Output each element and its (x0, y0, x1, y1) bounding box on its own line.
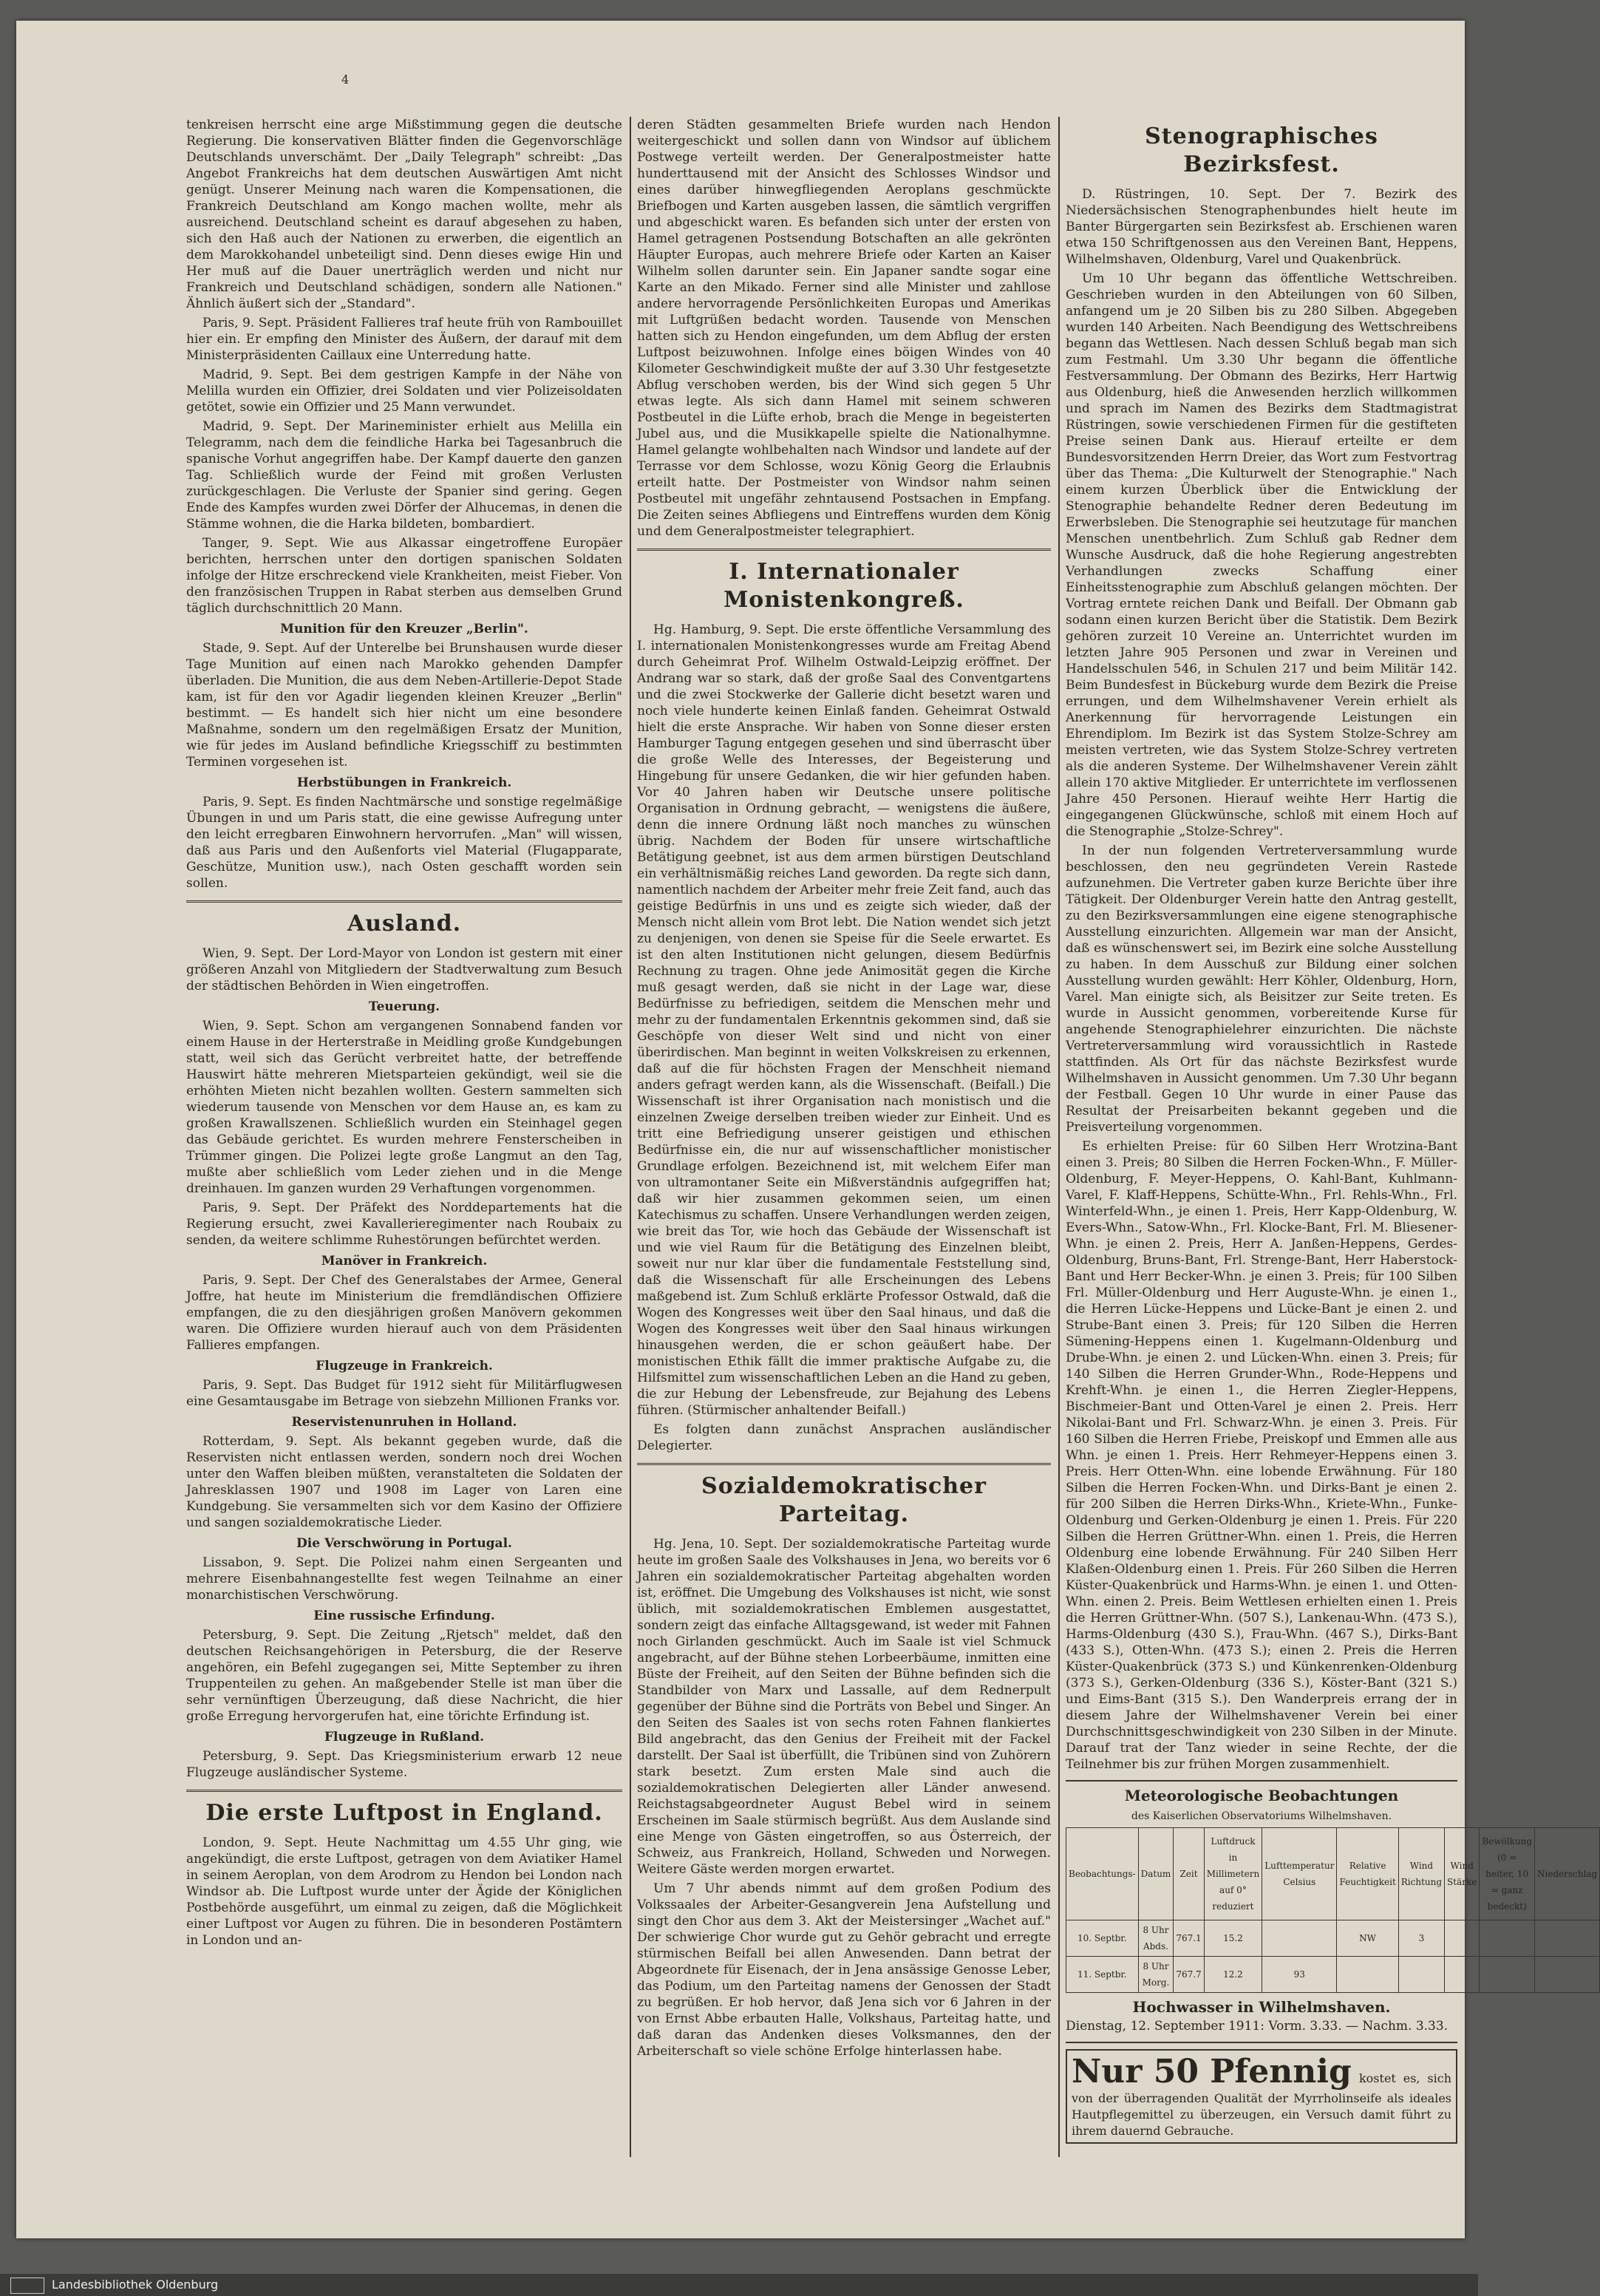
table-cell: 10. Septbr. (1066, 1920, 1139, 1957)
paragraph: Hg. Jena, 10. Sept. Der sozialdemokratische Parteitag wurde heute im großen Saale des Volkshauses in Jena, wo bereits vor 6 Jahren ein sozialdemokratischer Parteitag abgehalten worden ist, eröffnet. Die Umgebung des Volkshauses ist nicht, wie sonst üblich, mit sozialdemokratischen Emblemen ausgestattet, sondern zeigt das einfache Alltagsgewand, ist weder mit Fahnen noch Girlanden geschmückt. Auch im Saale ist viel Schmuck angebracht, auf der Bühne stehen Lorbeerbäume, inmitten eine Büste der Freiheit, auf den Seiten der Bühne befinden sich die Standbilder von Marx und Lassalle, auf dem Rednerpult gegenüber der Bühne sind die Porträts von Bebel und Singer. An den Seiten des Saales ist von sechs roten Fahnen flankiertes Bild angebracht, das den Genius der Freiheit mit der Fackel darstellt. Der Saal ist überfüllt, die Tribünen sind von Zuhörern stark besetzt. Zum ersten Male sind auch die sozialdemokratischen Delegierten aller Länder anwesend. Reichstagsabgeordneter August Bebel wird in seinem Erscheinen im Saale stürmisch begrüßt. Aus dem Auslande sind eine Menge von Gästen eingetroffen, so aus Österreich, der Schweiz, aus Frankreich, Holland, Schweden und Norwegen. Weitere Gäste werden morgen erwartet. (637, 1537, 1051, 1877)
table-cell (1398, 1957, 1444, 1993)
paragraph: Madrid, 9. Sept. Der Marineminister erhielt aus Melilla ein Telegramm, nach dem die feindliche Harka bei Tagesanbruch die spanische Vorhut angegriffen habe. Der Kampf dauerte den ganzen Tag. Schließlich wurde der Feind mit großen Verlusten zurückgeschlagen. Die Verluste der Spanier sind gering. Gegen Ende des Kampfes wurden zwei Dörfer der Alhucemas, in denen die Stämme wohnen, die die Harka bildeten, bombardiert. (186, 419, 622, 531)
tide-line: Dienstag, 12. September 1911: Vorm. 3.33. — Nachm. 3.33. (1066, 2019, 1448, 2034)
paragraph: Um 10 Uhr begann das öffentliche Wettschreiben. Geschrieben wurden in den Abteilungen von 60 Silben, anfangend um je 20 Silben bis zu 280 Silben. Abgegeben wurden 140 Arbeiten. Nach Beendigung des Wettschreibens begann das Wettlesen. Nach dessen Schluß begab man sich zum Festmahl. Um 3.30 Uhr begann die öffentliche Festversammlung. Der Obmann des Bezirks, Herr Hartwig aus Oldenburg, hieß die Anwesenden herzlich willkommen und sprach im Namen des Bezirks dem Stadtmagistrat Rüstringen, sowie verschiedenen Firmen für die gestifteten Preise seinen Dank aus. Hierauf erteilte er dem Bundesvorsitzenden Herrn Dreier, das Wort zum Festvortrag über das Thema: „Die Kulturwelt der Stenographie." Nach einem kurzen Überblick über die Entwicklung der Stenographie behandelte Redner deren Bedeutung im Erwerbsleben. Die Stenographie sei heutzutage für manchen Menschen unentbehrlich. Zum Schluß gab Redner dem Wunsche Ausdruck, daß die hohe Regierung angestrebten Verhandlungen zwecks Schaffung einer Einheitsstenographie zum Abschluß gelangen möchten. Der Vortrag erntete reichen Dank und Beifall. Der Obmann gab sodann einen kurzen Bericht über die Statistik. Dem Bezirk gehören zurzeit 10 Vereine an. Unterrichtet wurden im letzten Jahre 905 Personen und zwar in Vereinen und Handelsschulen 546, in Schulen 217 und beim Militär 142. Beim Bundesfest in Bückeburg wurde dem Bezirk die Preise errungen, und dem Wilhelmshavener Verein erhielt als Anerkennung für hervorragende Leistungen ein Ehrendiplom. Im Bezirk ist das System Stolze-Schrey am meisten vertreten, wie das System Stolze-Schrey vertreten als die anderen Systeme. Der Wilhelmshavener Verein zählt allein 170 aktive Mitglieder. Er unterrichtete im verflossenen Jahre 450 Personen. Hierauf weihte Herr Hartig die eingegangenen Glückwünsche, schloß mit einem Hoch auf die Stenographie „Stolze-Schrey". (1066, 271, 1457, 839)
weather-col: Datum (1138, 1828, 1174, 1920)
weather-col: Beobachtungs- (1066, 1828, 1139, 1920)
weather-col: Luftdruck in Millimetern auf 0° reduziert (1204, 1828, 1262, 1920)
paragraph: Tanger, 9. Sept. Wie aus Alkassar eingetroffene Europäer berichten, herrschen unter den dortigen spanischen Soldaten infolge der Hitze erschreckend viele Krankheiten, meist Fieber. Von den französischen Truppen in Rabat sterben aus demselben Grund täglich durchschnittlich 20 Mann. (186, 536, 622, 616)
weather-subtitle: des Kaiserlichen Observatoriums Wilhelmshaven. (1131, 1810, 1392, 1822)
weather-col: Bewölkung (0 = heiter, 10 = ganz bedeckt) (1480, 1828, 1535, 1920)
section-heading: I. Internationaler Monistenkongreß. (724, 559, 964, 613)
paragraph: Paris, 9. Sept. Der Chef des Generalstabes der Armee, General Joffre, hat heute im Ministerium die fremdländischen Offiziere empfangen, die zu den diesjährigen großen Manövern gekommen waren. Die Offiziere wurden hierauf auch von dem Präsidenten Fallieres empfangen. (186, 1273, 622, 1353)
paragraph: Stade, 9. Sept. Auf der Unterelbe bei Brunshausen wurde dieser Tage Munition auf einen nach Marokko gehenden Dampfer überladen. Die Munition, die aus dem Neben-Artillerie-Depot Stade kam, ist für den vor Agadir liegenden kleinen Kreuzer „Berlin" bestimmt. — Es handelt sich hier nicht um eine besondere Maßnahme, sondern um den regelmäßigen Ersatz der Munition, wie für jedes im Ausland befindliche Kriegsschiff zu bestimmten Terminen vorgesehen ist. (186, 641, 622, 770)
table-cell: 767.1 (1174, 1920, 1204, 1957)
table-cell (1262, 1920, 1337, 1957)
paragraph: Es erhielten Preise: für 60 Silben Herr Wrotzina-Bant einen 3. Preis; 80 Silben die Herren Focken-Whn., F. Müller-Oldenburg, F. Meyer-Heppens, O. Kahl-Bant, Kuhlmann-Varel, F. Klaff-Heppens, Schütte-Whn., Frl. Rehls-Whn., Frl. Winterfeld-Whn., je einen 1. Preis, Herr Kapp-Oldenburg, W. Evers-Whn., Satow-Whn., Frl. Klocke-Bant, Frl. M. Bliesener-Whn. je einen 2. Preis, Herr A. Janßen-Heppens, Gerdes-Oldenburg, Bruns-Bant, Frl. Strenge-Bant, Herr Haberstock-Bant und Herr Becker-Whn. je einen 3. Preis; für 100 Silben Frl. Müller-Oldenburg und Herr Auguste-Whn. je einen 1., die Herren Lücke-Heppens und Lücke-Bant je einen 2. und Strube-Bant einen 3. Preis; für 120 Silben die Herren Sümening-Heppens einen 1. Kugelmann-Oldenburg und Drube-Whn. je einen 2. und Lücken-Whn. einen 3. Preis; für 140 Silben die Herren Grunder-Whn., Rode-Heppens und Krehft-Whn. je einen 1., die Herren Ziegler-Heppens, Bischmeier-Bant und Otten-Varel je einen 2. Preis. Herr Nikolai-Bant und Frl. Schwarz-Whn. je einen 3. Preis. Für 160 Silben die Herren Friebe, Preiskopf und Emmen alle aus Whn. je einen 1. Preis. Herr Rehmeyer-Heppens einen 3. Preis. Herr Otten-Whn. eine lobende Erwähnung. Für 180 Silben die Herren Focken-Whn. und Dirks-Bant je einen 2. für 200 Silben die Herren Dirks-Whn., Kriete-Whn., Funke-Oldenburg und Gerken-Oldenburg je einen 1. Preis. Für 220 Silben die Herren Grüttner-Whn. einen 1. Preis, die Herren Oldenburg eine lobende Erwähnung. Für 240 Silben Herr Klaßen-Oldenburg einen 1. Preis. Für 260 Silben die Herren Küster-Quakenbrück und Harms-Whn. je einen 1. und Otten-Whn. einen 2. Preis. Beim Wettlesen erhielten einen 1. Preis die Herren Grüttner-Whn. (507 S.), Lankenau-Whn. (473 S.), Harms-Oldenburg (430 S.), Frau-Whn. (467 S.), Dirks-Bant (433 S.), Otten-Whn. (473 S.); einen 2. Preis die Herren Küster-Quakenbrück (373 S.) und Künkenrenken-Oldenburg (373 S.), Gerken-Oldenburg (336 S.), Köster-Bant (321 S.) und Eims-Bant (315 S.). Den Wanderpreis errang der in diesem Jahre der Wilhelmshavener Verein bei einer Durchschnittsgeschwindigkeit von 230 Silben in der Minute. Darauf trat der Tanz wieder in seine Rechte, der die Teilnehmer bis zur frühen Morgen zusammenhielt. (1066, 1139, 1457, 1772)
table-row (1066, 1957, 1600, 1993)
ad-text: kostet es, sich von der überragenden Qualität der Myrrholinseife als ideales Hautpflegemittel zu überzeugen, ein Versuch damit führt zu ihrem dauernd Gebrauche. (1072, 2071, 1452, 2138)
weather-col: Wind Richtung (1398, 1828, 1444, 1920)
ad-headline: Nur 50 Pfennig (1072, 2053, 1352, 2090)
subheading: Herbstübungen in Frankreich. (296, 775, 512, 790)
section-heading: Stenographisches Bezirksfest. (1145, 123, 1378, 177)
column-rule (630, 117, 631, 2157)
library-logo-icon (10, 2278, 44, 2294)
divider (637, 1463, 1051, 1465)
table-cell (1535, 1957, 1600, 1993)
paragraph: Paris, 9. Sept. Das Budget für 1912 sieht für Militärflugwesen eine Gesamtausgabe im Betrage von siebzehn Millionen Franks vor. (186, 1378, 622, 1409)
tide-title: Hochwasser in Wilhelmshaven. (1132, 1998, 1391, 2016)
table-cell: 3 (1398, 1920, 1444, 1957)
paragraph: Madrid, 9. Sept. Bei dem gestrigen Kampfe in der Nähe von Melilla wurden ein Offizier, drei Soldaten und vier Polizeisoldaten getötet, sowie ein Offizier und 25 Mann verwundet. (186, 367, 622, 415)
table-cell (1535, 1920, 1600, 1957)
table-cell: 12.2 (1204, 1957, 1262, 1993)
paragraph: deren Städten gesammelten Briefe wurden nach Hendon weitergeschickt und sollen dann von Windsor auf üblichem Postwege verteilt werden. Der Generalpostmeister hatte hunderttausend mit der Ansicht des Schlosses Windsor und eines darüber hinwegfliegenden Aeroplans geschmückte Briefbogen und Karten ausgeben lassen, die sämtlich vergriffen und abgeschickt waren. Es befanden sich unter der ersten von Hamel getragenen Postsendung Botschaften an alle gekrönten Häupter Europas, auch mehrere Briefe oder Karten an Kaiser Wilhelm sollen darunter sein. Ein Japaner sandte sogar eine Karte an den Mikado. Ferner sind alle Minister und zahllose andere hervorragende Persönlichkeiten Europas und Amerikas mit Luftgrüßen bedacht worden. Tausende von Menschen hatten sich zu Hendon eingefunden, um dem Abflug der ersten Luftpost beizuwohnen. Infolge eines böigen Windes von 40 Kilometer Geschwindigkeit mußte der auf 3.30 Uhr festgesetzte Abflug verschoben werden, bis der Wind sich gegen 5 Uhr etwas legte. Als sich dann Hamel mit seinem schweren Postbeutel in die Lüfte erhob, brach die Menge in begeisterten Jubel aus, und die Musikkapelle spielte die Nationalhymne. Hamel gelangte wohlbehalten nach Windsor und landete auf der Terrasse vor dem Schlosse, wozu König Georg die Erlaubnis erteilt hatte. Der Postmeister von Windsor nahm seinen Postbeutel mit ungefähr zehntausend Postsachen in Empfang. Die Zeiten seines Abfliegens und Eintreffens wurden dem König und dem Generalpostmeister telegraphiert. (637, 118, 1051, 539)
weather-col: Lufttemperatur Celsius (1262, 1828, 1337, 1920)
subheading: Teuerung. (368, 999, 440, 1014)
paragraph: Petersburg, 9. Sept. Das Kriegsministerium erwarb 12 neue Flugzeuge ausländischer Systeme. (186, 1749, 622, 1780)
weather-col: Niederschlag (1535, 1828, 1600, 1920)
paragraph: tenkreisen herrscht eine arge Mißstimmung gegen die deutsche Regierung. Die konservativen Blätter finden die Gegenvorschläge Deutschlands unverschämt. Der „Daily Telegraph" schreibt: „Das Angebot Frankreichs hat dem deutschen Auswärtigen Amt nicht genügt. Unserer Meinung nach waren die Kompensationen, die Frankreich Deutschland am Kongo machen wollte, mehr als ausreichend. Deutschland scheint es darauf abgesehen zu haben, sich den Haß auch der Nationen zu erwerben, die eigentlich an dem Marokkohandel unbeteiligt sind. Denn dieses ewige Hin und Her muß auf die Dauer unerträglich werden und nicht nur Frankreich und Deutschland schädigen, sondern alle Nationen." Ähnlich äußert sich der „Standard". (186, 118, 622, 311)
subheading: Reservistenunruhen in Holland. (291, 1415, 517, 1430)
paragraph: London, 9. Sept. Heute Nachmittag um 4.55 Uhr ging, wie angekündigt, die erste Luftpost, getragen von dem Aviatiker Hamel in seinem Aeroplan, von dem Arodrom zu Hendon bei London nach Windsor ab. Die Luftpost wurde unter der Ägide der Königlichen Postbehörde ausgeführt, um einmal zu zeigen, daß die Möglichkeit einer Luftpost vor Augen zu führen. Die in besonderen Postämtern in London und an- (186, 1835, 622, 1948)
table-cell (1480, 1957, 1535, 1993)
paragraph: Paris, 9. Sept. Es finden Nachtmärsche und sonstige regelmäßige Übungen in und um Paris statt, die eine gewisse Aufregung unter den leicht erregbaren Einwohnern hervorrufen. „Man" will wissen, daß aus Paris und den Außenforts viel Material (Flugapparate, Geschütze, Munition usw.), nach Osten geschafft worden sein sollen. (186, 795, 622, 891)
footer-bar (0, 2274, 1478, 2296)
subheading: Eine russische Erfindung. (313, 1609, 495, 1623)
section-heading: Sozialdemokratischer Parteitag. (701, 1473, 987, 1527)
weather-col: Relative Feuchtigkeit (1337, 1828, 1398, 1920)
table-cell: NW (1337, 1920, 1398, 1957)
paragraph: In der nun folgenden Vertreterversammlung wurde beschlossen, den neu gegründeten Verein Rastede aufzunehmen. Die Vertreter gaben kurze Berichte über ihre Tätigkeit. Der Oldenburger Verein hatte den Antrag gestellt, zu den Bezirksversammlungen eine eigene stenographische Ausstellung einzurichten. Allgemein war man der Ansicht, daß es wünschenswert sei, im Bezirk eine solche Ausstellung zu haben. In dem Ausschuß zur Bildung einer solchen Ausstellung wurden gewählt: Herr Köhler, Oldenburg, Horn, Varel. Man einigte sich, als Beisitzer zur Seite treten. Es wurde in Aussicht genommen, vorbereitende Kurse für angehende Stenographielehrer einzurichten. Die nächste Vertreterversammlung wird voraussichtlich in Rastede stattfinden. Als Ort für das nächste Bezirksfest wurde Wilhelmshaven in Aussicht genommen. Um 7.30 Uhr begann der Festball. Gegen 10 Uhr wurde in einer Pause das Resultat der Preisarbeiten bekannt gegeben und die Preisverteilung vorgenommen. (1066, 843, 1457, 1135)
column-2 (637, 117, 1051, 2062)
paragraph: Petersburg, 9. Sept. Die Zeitung „Rjetsch" meldet, daß den deutschen Reichsangehörigen in Petersburg, die der Reserve angehören, ein Befehl zugegangen sei, Mitte September zu ihren Truppenteilen zu gehen. An maßgebender Stelle ist man über die sehr vernünftigen Überzeugung, daß diese Nachricht, die hier große Erregung hervorgerufen hat, eine törichte Erfindung ist. (186, 1628, 622, 1724)
paragraph: Wien, 9. Sept. Der Lord-Mayor von London ist gestern mit einer größeren Anzahl von Mitgliedern der Stadtverwaltung zum Besuch der städtischen Behörden in Wien eingetroffen. (186, 946, 622, 994)
paragraph: Lissabon, 9. Sept. Die Polizei nahm einen Sergeanten und mehrere Eisenbahnangestellte fest wegen Teilnahme an einer monarchistischen Verschwörung. (186, 1555, 622, 1603)
table-cell (1445, 1920, 1480, 1957)
subheading: Flugzeuge in Frankreich. (316, 1359, 493, 1373)
paragraph: Paris, 9. Sept. Präsident Fallieres traf heute früh von Rambouillet hier ein. Er empfing den Minister des Äußern, der darauf mit dem Ministerpräsidenten Caillaux eine Unterredung hatte. (186, 316, 622, 363)
weather-col: Zeit (1174, 1828, 1204, 1920)
subheading: Die Verschwörung in Portugal. (296, 1536, 512, 1551)
divider (1066, 1780, 1457, 1782)
weather-title: Meteorologische Beobachtungen (1124, 1787, 1399, 1804)
divider (186, 900, 622, 903)
column-3 (1066, 117, 1598, 2144)
weather-col: Wind Stärke (1445, 1828, 1480, 1920)
table-row (1066, 1920, 1600, 1957)
divider (186, 1790, 622, 1792)
divider (1066, 2042, 1457, 2043)
table-cell: 8 Uhr Morg. (1138, 1957, 1174, 1993)
paragraph: Es folgten dann zunächst Ansprachen ausländischer Delegierter. (637, 1422, 1051, 1453)
subheading: Flugzeuge in Rußland. (324, 1730, 484, 1745)
table-cell: 8 Uhr Abds. (1138, 1920, 1174, 1957)
advertisement (1066, 2049, 1457, 2144)
paragraph: Um 7 Uhr abends nimmt auf dem großen Podium des Volkssaales der Arbeiter-Gesangverein Jena Aufstellung und singt den Chor aus dem 3. Akt der Meistersinger „Wachet auf." Der schwierige Chor wurde gut zu Gehör gebracht und erregte stürmischen Beifall bei allen Anwesenden. Dann betrat der Abgeordnete für Eisenach, der in Jena ansässige Genosse Leber, das Podium, um den Parteitag namens der Genossen der Stadt zu begrüßen. Er hob hervor, daß Jena sich vor 6 Jahren in der von Ernst Abbe erbauten Halle, Volkshaus, Parteitag hatte, und daß daran das Andenken dieses Volksmannes, den der Arbeiterschaft so viele schöne Erfolge hinterlassen habe. (637, 1881, 1051, 2059)
table-cell (1445, 1957, 1480, 1993)
table-cell: 93 (1262, 1957, 1337, 1993)
paragraph: D. Rüstringen, 10. Sept. Der 7. Bezirk des Niedersächsischen Stenographenbundes hielt heute im Banter Bürgergarten sein Bezirksfest ab. Erschienen waren etwa 150 Schriftgenossen aus den Vereinen Bant, Heppens, Wilhelmshaven, Oldenburg, Varel und Quakenbrück. (1066, 187, 1457, 267)
page-number: 4 (341, 72, 350, 86)
weather-table (1066, 1827, 1600, 1993)
paragraph: Paris, 9. Sept. Der Präfekt des Norddepartements hat die Regierung ersucht, zwei Kavallerieregimenter nach Roubaix zu senden, da weitere schlimme Ruhestörungen befürchtet werden. (186, 1200, 622, 1248)
table-cell: 11. Septbr. (1066, 1957, 1139, 1993)
subheading: Manöver in Frankreich. (321, 1254, 488, 1268)
column-rule (1058, 117, 1060, 2157)
paragraph: Rotterdam, 9. Sept. Als bekannt gegeben wurde, daß die Reservisten nicht entlassen werden, sondern noch drei Wochen unter den Waffen bleiben müßten, veranstalteten die Soldaten der Jahresklassen 1907 und 1908 im Lager von Laren eine Kundgebung. Sie versammelten sich vor dem Kasino der Offiziere und sangen sozialdemokratische Lieder. (186, 1434, 622, 1530)
table-cell: 767.7 (1174, 1957, 1204, 1993)
section-heading: Die erste Luftpost in England. (205, 1800, 603, 1826)
paragraph: Hg. Hamburg, 9. Sept. Die erste öffentliche Versammlung des I. internationalen Monistenkongresses wurde am Freitag Abend durch Geheimrat Prof. Wilhelm Ostwald-Leipzig eröffnet. Der Andrang war so stark, daß der große Saal des Conventgartens und die zwei Stockwerke der Gallerie dicht besetzt waren und noch viele hunderte keinen Einlaß fanden. Geheimrat Ostwald hielt die erste Ansprache. Wir haben von Sonne dieser ersten Hamburger Tagung entgegen gesehen und sind überrascht über die große Welle des Interesses, der Begeisterung und Hingebung für unsere Gedanken, die wir hier gefunden haben. Vor 40 Jahren haben wir Deutsche unsere politische Organisation in Ordnung gebracht, — wenigstens die äußere, denn die innere Ordnung läßt noch manches zu wünschen übrig. Nachdem der Boden für unsere wirtschaftliche Betätigung geebnet, ist aus dem armen bürstigen Deutschland ein verhältnismäßig reiches Land geworden. Da regte sich dann, namentlich nachdem der Arbeiter mehr freie Zeit fand, auch das geistige Bedürfnis in uns und es zeigte sich wieder, daß der Mensch nicht allein vom Brot lebt. Die Nation wendet sich jetzt zu denjenigen, von denen sie Speise für die Seele erwartet. Es ist den alten Institutionen nicht gelungen, diesem Bedürfnis Rechnung zu tragen. Ohne jede Animosität gegen die Kirche muß gesagt werden, daß sie nicht in der Lage war, diese Bedürfnisse zu befriedigen, seitdem die Menschen mehr und mehr zu der fundamentalen Erkenntnis gekommen sind, daß sie Geschöpfe von dieser Welt sind und nicht von einer überirdischen. Man beginnt in weiten Volkskreisen zu erkennen, daß auf die für höchsten Fragen der Menschheit niemand anders gefragt werden kann, als die Wissenschaft. (Beifall.) Die Wissenschaft ist ihrer Organisation nach monistisch und die einzelnen Zweige derselben treiben wieder zur Einheit. Und es tritt eine Befriedigung unserer geistigen und ethischen Bedürfnisse ein, die nur auf wissenschaftlicher monistischer Grundlage erfolgen. Bezeichnend ist, mit welchem Eifer man von ultramontaner Seite ein Mißverständnis aufgegriffen hat; daß wir hier zusammen gekommen seien, um einen Katechismus zu schaffen. Unsere Verhandlungen werden zeigen, wie breit das Tor, wie hoch das Gebäude der Wissenschaft ist und wie viel Raum für die Betätigung des Einzelnen bleibt, soweit nur nur klar über die fundamentale Feststellung sind, daß die Wissenschaft für alle Erscheinungen des Lebens maßgebend ist. Zum Schluß erklärte Professor Ostwald, daß die Wogen des Kongresses weit über den Saal hinaus, und daß die Wogen des Kongresses weit über den Saal hinaus wirkungen hinausgehen werden, die er schon geäußert habe. Der monistischen Ethik fällt die immer praktische Aufgabe zu, die Hilfsmittel zum wissenschaftlichen Leben an die Hand zu geben, die zur Hebung der Lebensfreude, zur Bejahung des Lebens führen. (Stürmischer anhaltender Beifall.) (637, 622, 1051, 1418)
subheading: Munition für den Kreuzer „Berlin". (280, 622, 528, 636)
newspaper-page (16, 21, 1598, 2238)
footer-label: Landesbibliothek Oldenburg (52, 2278, 219, 2292)
table-cell (1480, 1920, 1535, 1957)
section-heading: Ausland. (347, 911, 462, 937)
column-1 (186, 117, 622, 1952)
divider (637, 548, 1051, 551)
paragraph: Wien, 9. Sept. Schon am vergangenen Sonnabend fanden vor einem Hause in der Herterstraße in Meidling große Kundgebungen statt, weil sich das Gerücht verbreitet hatte, der betreffende Hauswirt hätte mehreren Mietsparteien gekündigt, weil sie die erhöhten Mieten nicht bezahlen wollten. Gestern sammelten sich wiederum tausende von Menschen vor dem Hause an, es kam zu großen Krawallszenen. Schließlich wurden ein Steinhagel gegen das Gebäude gerichtet. Es wurden mehrere Fensterscheiben in Trümmer gingen. Die Polizei legte große Langmut an den Tag, mußte aber schließlich vom Leder ziehen und in die Menge dreinhauen. Im ganzen wurden 29 Verhaftungen vorgenommen. (186, 1019, 622, 1196)
table-cell: 15.2 (1204, 1920, 1262, 1957)
table-cell (1337, 1957, 1398, 1993)
